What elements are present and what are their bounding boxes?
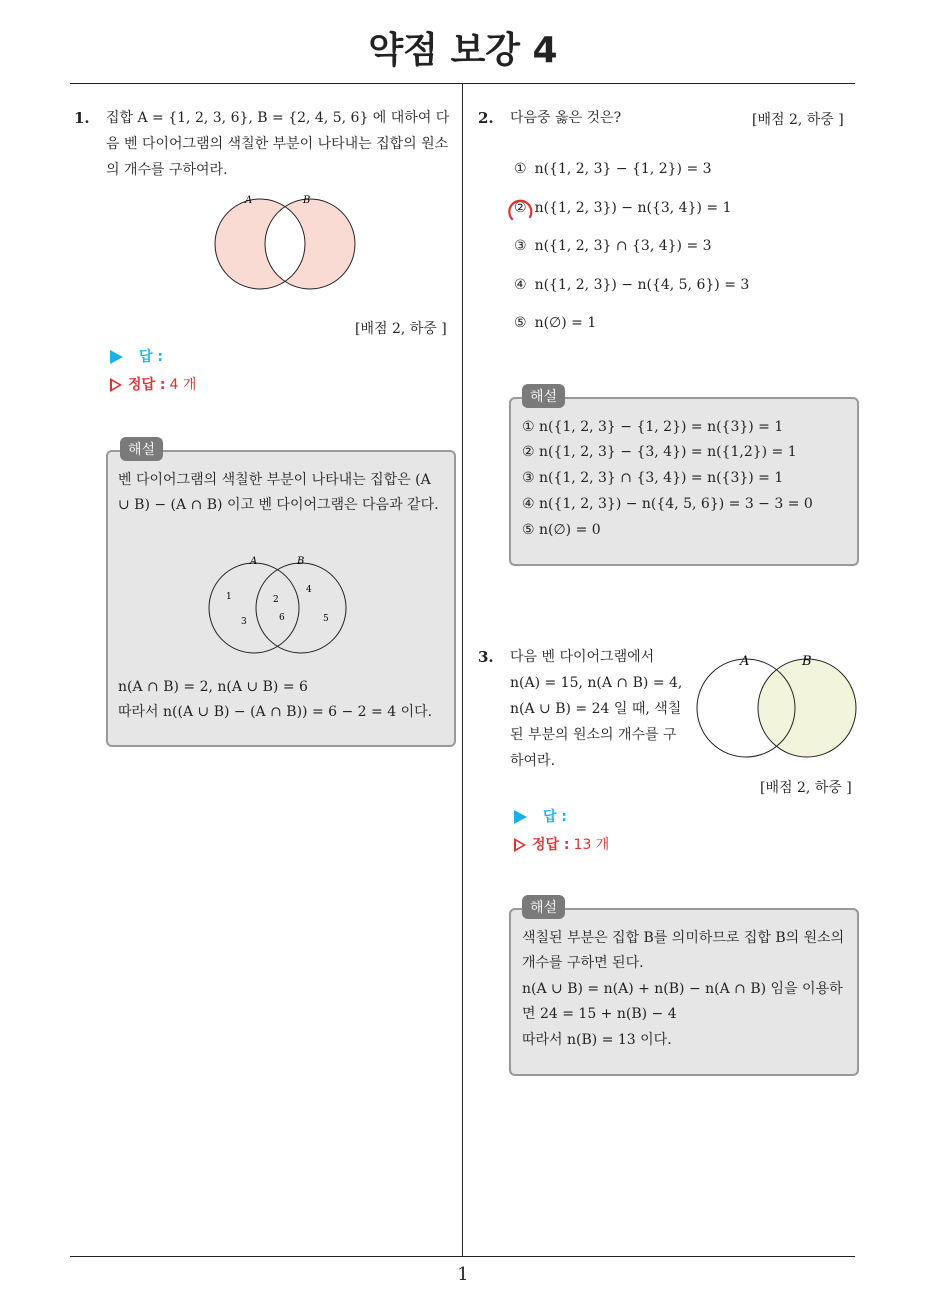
q1-venn-diagram [200, 192, 360, 294]
q3-explanation-line: 따라서 n(B) = 13 이다. [522, 1032, 672, 1048]
venn2-value-6: 6 [279, 613, 285, 623]
q1-answer-label: 답 : [110, 346, 163, 366]
q1-explanation-tag: 해설 [120, 437, 163, 461]
outline-triangle-icon [514, 838, 526, 852]
q3-score: [배점 2, 하중 ] [760, 780, 852, 796]
q1-score: [배점 2, 하중 ] [355, 321, 447, 337]
q1-venn-label-b: B [303, 195, 311, 206]
column-divider [462, 84, 463, 1256]
q2-explanation-line: ① n({1, 2, 3} − {1, 2}) = n({3}) = 1 [522, 419, 784, 435]
play-icon [110, 350, 123, 364]
q2-option-4[interactable]: ④ n({1, 2, 3}) − n({4, 5, 6}) = 3 [514, 277, 750, 293]
bottom-divider [70, 1256, 855, 1257]
q1-explanation-line2: n(A ∩ B) = 2, n(A ∪ B) = 6 [118, 679, 308, 695]
q1-text: 집합 A = {1, 2, 3, 6}, B = {2, 4, 5, 6} 에 대하여 다음 벤 다이어그램의 색칠한 부분이 나타내는 집합의 원소의 개수를 구하여라. [106, 110, 450, 178]
q2-option-3[interactable]: ③ n({1, 2, 3} ∩ {3, 4}) = 3 [514, 238, 712, 254]
q2-option-1[interactable]: ① n({1, 2, 3} − {1, 2}) = 3 [514, 161, 712, 177]
q3-venn-label-a: A [740, 654, 750, 669]
q1-number: 1. [74, 109, 90, 127]
q2-explanation-tag: 해설 [522, 384, 565, 408]
venn2-value-1: 1 [226, 592, 232, 602]
q2-text: 다음중 옳은 것은? [510, 110, 622, 126]
q3-explanation-line: 색칠된 부분은 집합 B를 의미하므로 집합 B의 원소의 개수를 구하면 된다. [522, 930, 845, 971]
q1-correct-value: 4 개 [169, 377, 197, 393]
q1-correct-answer: 정답 : 4 개 [110, 374, 196, 394]
q3-text: 다음 벤 다이어그램에서 n(A) = 15, n(A ∩ B) = 4, n(A ∪ B) = 24 일 때, 색칠된 부분의 원소의 개수를 구하여라. [510, 649, 683, 769]
q2-score: [배점 2, 하중 ] [752, 112, 844, 128]
venn2-label-b: B [297, 556, 305, 567]
q3-venn-label-b: B [802, 654, 812, 669]
q3-answer-label: 답 : [514, 806, 567, 826]
q3-correct-value: 13 개 [573, 837, 610, 853]
q1-explanation-line3: 따라서 n((A ∪ B) − (A ∩ B)) = 6 − 2 = 4 이다. [118, 704, 433, 720]
play-icon [514, 810, 527, 824]
outline-triangle-icon [110, 378, 122, 392]
q1-explanation-venn [206, 552, 354, 660]
q3-number: 3. [478, 648, 494, 666]
q1-venn-label-a: A [245, 195, 253, 206]
page-title: 약점 보강 4 [368, 30, 558, 71]
q3-venn-diagram [694, 650, 860, 760]
q2-number: 2. [478, 109, 494, 127]
venn2-value-3: 3 [241, 617, 247, 627]
venn2-label-a: A [250, 556, 258, 567]
q3-correct-answer: 정답 : 13 개 [514, 834, 609, 854]
venn2-value-5: 5 [323, 614, 329, 624]
selected-answer-circle-icon [506, 193, 536, 223]
q1-explanation-line1: 벤 다이어그램의 색칠한 부분이 나타내는 집합은 (A ∪ B) − (A ∩ B) 이고 벤 다이어그램은 다음과 같다. [118, 472, 439, 513]
q2-option-2[interactable]: ② n({1, 2, 3}) − n({3, 4}) = 1 [514, 200, 732, 216]
q3-explanation-tag: 해설 [522, 895, 565, 919]
q2-option-5[interactable]: ⑤ n(∅) = 1 [514, 315, 597, 331]
venn2-value-2: 2 [273, 595, 279, 605]
q3-explanation-line: n(A ∪ B) = n(A) + n(B) − n(A ∩ B) 임을 이용하면 24 = 15 + n(B) − 4 [522, 981, 843, 1022]
q2-explanation-line: ④ n({1, 2, 3}) − n({4, 5, 6}) = 3 − 3 = 0 [522, 496, 813, 512]
q2-explanation-line: ③ n({1, 2, 3} ∩ {3, 4}) = n({3}) = 1 [522, 470, 784, 486]
venn2-value-4: 4 [306, 585, 312, 595]
q2-explanation-line: ⑤ n(∅) = 0 [522, 522, 601, 538]
page-number: 1 [457, 1264, 469, 1285]
q2-explanation-line: ② n({1, 2, 3} − {3, 4}) = n({1,2}) = 1 [522, 444, 797, 460]
